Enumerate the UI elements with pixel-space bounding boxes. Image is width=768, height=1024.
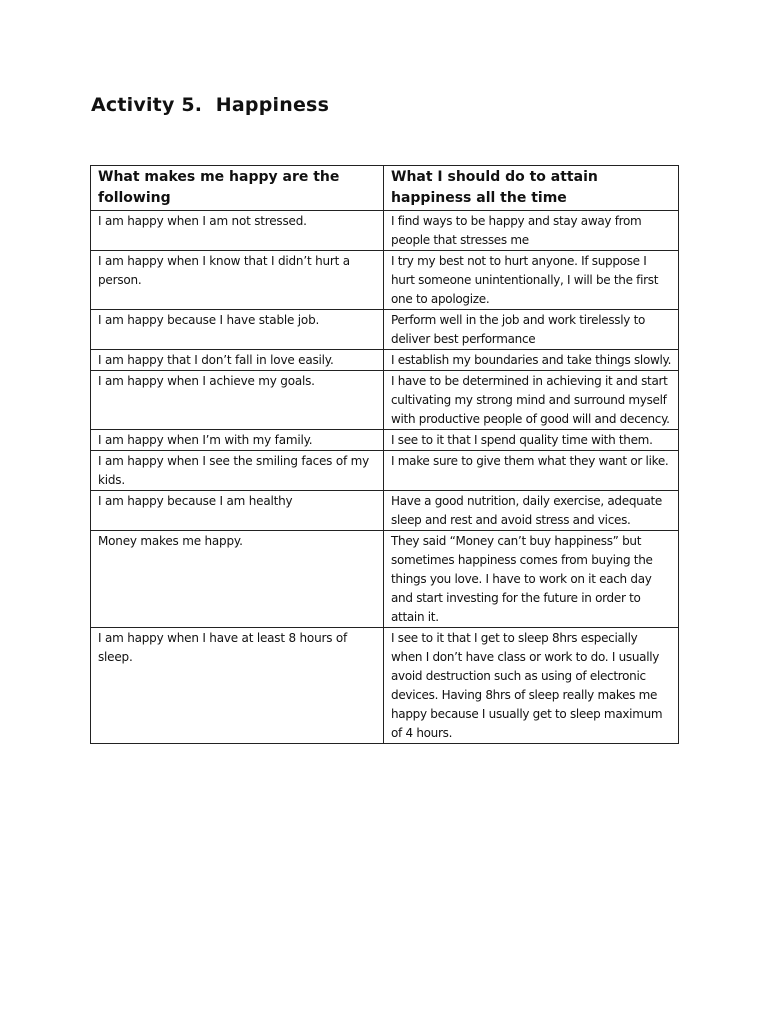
table-row xyxy=(91,251,679,310)
happy-cell: I am happy when I see the smiling faces of my kids. xyxy=(91,451,384,491)
action-cell: I try my best not to hurt anyone. If suppose I hurt someone unintentionally, I will be the first one to apologize. xyxy=(384,251,679,310)
happy-cell: I am happy when I’m with my family. xyxy=(91,430,384,451)
action-cell: I establish my boundaries and take things slowly. xyxy=(384,350,679,371)
action-cell: I see to it that I get to sleep 8hrs especially when I don’t have class or work to do. I usually avoid destruction such as using of electronic devices. Having 8hrs of sleep really makes me happy because I usually get to sleep maximum of 4 hours. xyxy=(384,628,679,744)
table-header xyxy=(91,166,679,211)
happy-cell: I am happy because I am healthy xyxy=(91,491,384,531)
action-cell: Perform well in the job and work tirelessly to deliver best performance xyxy=(384,310,679,350)
action-cell: Have a good nutrition, daily exercise, adequate sleep and rest and avoid stress and vices. xyxy=(384,491,679,531)
happy-cell: I am happy when I know that I didn’t hurt a person. xyxy=(91,251,384,310)
happy-cell: I am happy when I achieve my goals. xyxy=(91,371,384,430)
header-what-makes-me-happy: What makes me happy are the following xyxy=(91,166,384,211)
header-row xyxy=(91,166,679,211)
table-row xyxy=(91,628,679,744)
table-row xyxy=(91,531,679,628)
table-row xyxy=(91,310,679,350)
header-what-to-do: What I should do to attain happiness all the time xyxy=(384,166,679,211)
table-row xyxy=(91,491,679,531)
happy-cell: I am happy when I am not stressed. xyxy=(91,211,384,251)
happy-cell: I am happy when I have at least 8 hours of sleep. xyxy=(91,628,384,744)
table-row xyxy=(91,211,679,251)
action-cell: They said “Money can’t buy happiness” but sometimes happiness comes from buying the things you love. I have to work on it each day and start investing for the future in order to attain it. xyxy=(384,531,679,628)
table-body xyxy=(91,211,679,744)
action-cell: I find ways to be happy and stay away from people that stresses me xyxy=(384,211,679,251)
happy-cell: I am happy that I don’t fall in love easily. xyxy=(91,350,384,371)
action-cell: I make sure to give them what they want or like. xyxy=(384,451,679,491)
table-row xyxy=(91,451,679,491)
action-cell: I see to it that I spend quality time with them. xyxy=(384,430,679,451)
happy-cell: I am happy because I have stable job. xyxy=(91,310,384,350)
action-cell: I have to be determined in achieving it and start cultivating my strong mind and surround myself with productive people of good will and decency. xyxy=(384,371,679,430)
table-row xyxy=(91,350,679,371)
page-title: Activity 5. Happiness xyxy=(91,94,330,116)
happiness-table xyxy=(90,165,679,744)
table-row xyxy=(91,430,679,451)
happy-cell: Money makes me happy. xyxy=(91,531,384,628)
table-row xyxy=(91,371,679,430)
